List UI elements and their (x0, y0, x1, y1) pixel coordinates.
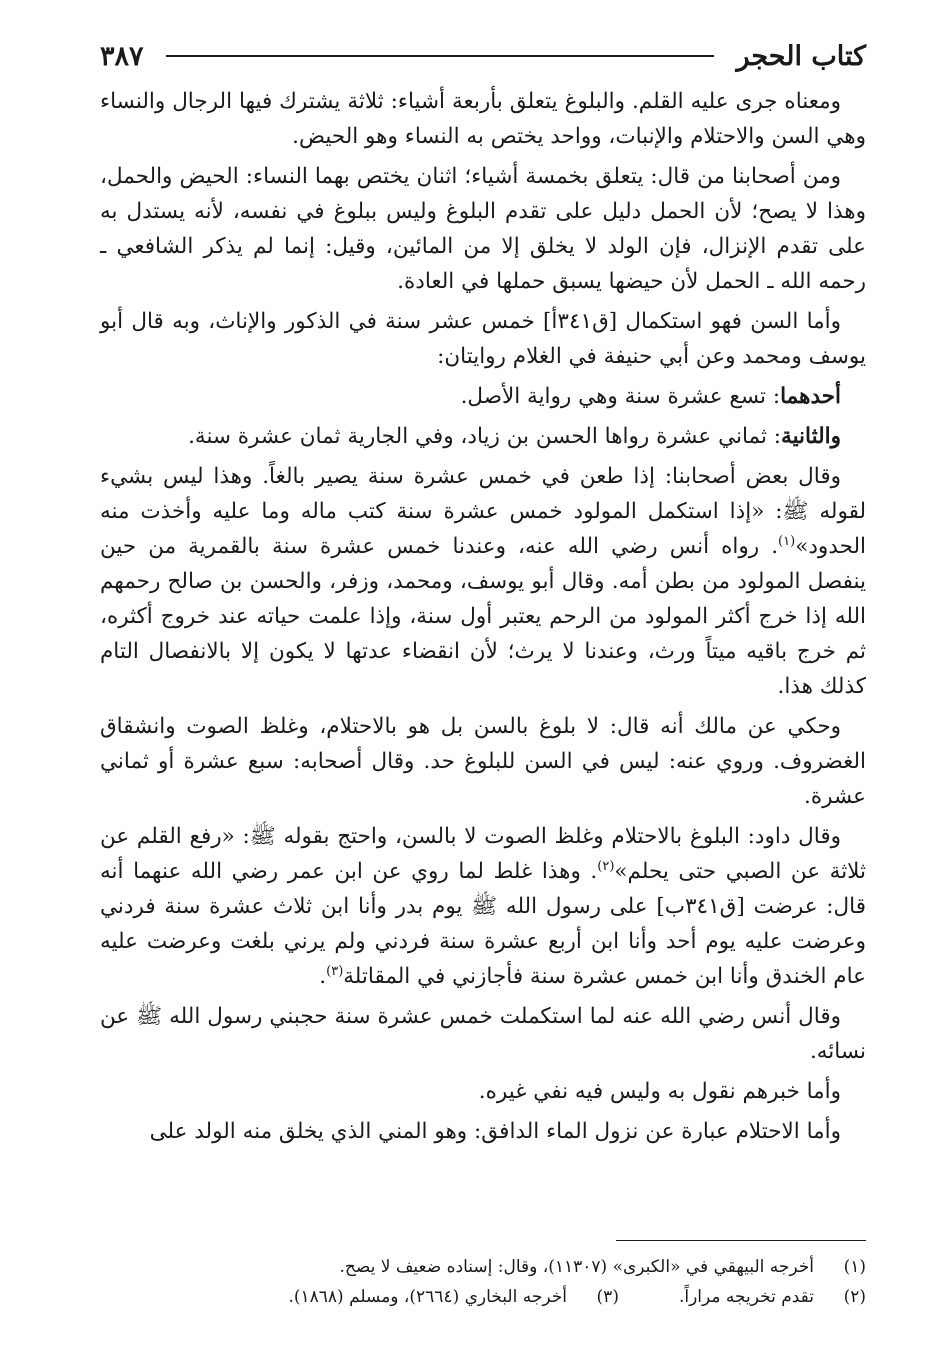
chapter-title: كتاب الحجر (736, 40, 866, 72)
paragraph-age: وأما السن فهو استكمال [ق٣٤١أ] خمس عشر سنة في الذكور والإناث، وبه قال أبو يوسف ومحمد وعن أبي حنيفة في الغلام روايتان: (100, 309, 866, 369)
paragraph-dawud-end: . (319, 964, 327, 989)
footnote-separator (616, 1240, 866, 1241)
narration-second (100, 419, 866, 454)
narration-first (100, 379, 866, 414)
footnote-ref-3[interactable]: (٣) (326, 963, 344, 979)
narration-first-label: أحدهما (780, 384, 841, 409)
paragraph-five-signs: ومن أصحابنا من قال: يتعلق بخمسة أشياء؛ اثنان يختص بهما النساء: الحيض والحمل، وهذا لا يصح؛ لأن الحمل دليل على تقدم البلوغ وليس ببلوغ في نفسه، لأنه يستدل به على تقدم الإنزال، فإن الولد لا يخلق إلا من المائين، وقيل: إنما لم يذكر الشافعي ـ رحمه الله ـ الحمل لأن حيضها يسبق حملها في العادة. (100, 164, 866, 294)
footnote-ref-2[interactable]: (٢) (597, 858, 615, 874)
paragraph-their-report: وأما خبرهم نقول به وليس فيه نفي غيره. (478, 1079, 841, 1104)
paragraph-dawud-start: وقال داود: البلوغ بالاحتلام وغلظ الصوت لا بالسن، واحتج بقوله ﷺ: «رفع القلم عن ثلاثة عن الصبي حتى يحلم» (100, 824, 866, 884)
footnote-1-marker: (١) (843, 1257, 866, 1277)
header-rule (166, 55, 715, 57)
page-header (100, 34, 866, 78)
narration-second-text: : ثماني عشرة رواها الحسن بن زياد، وفي الجارية ثمان عشرة سنة. (188, 424, 782, 449)
paragraph-some-companions (100, 459, 866, 704)
footnote-1-text: أخرجه البيهقي في «الكبرى» (١١٣٠٧)، وقال: إسناده ضعيف لا يصح. (339, 1257, 814, 1277)
footnote-3-text: أخرجه البخاري (٢٦٦٤)، ومسلم (١٨٦٨). (288, 1287, 567, 1307)
footnote-2-text: تقدم تخريجه مراراً. (678, 1287, 814, 1307)
footnote-ref-1[interactable]: (١) (778, 533, 796, 549)
paragraph-dawud-middle: . وهذا غلط لما روي عن ابن عمر رضي الله عنهما أنه قال: عرضت [ق٣٤١ب] على رسول الله ﷺ يوم بدر وأنا ابن ثلاث عشرة سنة فردني وعرضت عليه يوم أحد وأنا ابن أربع عشرة سنة فردني ولم يرني بلغت وعرضت عليه عام الخندق وأنا ابن خمس عشرة سنة فأجازني في المقاتلة (100, 859, 866, 989)
footnote-1 (100, 1252, 866, 1282)
footnote-2-marker: (٢) (843, 1287, 866, 1307)
paragraph-dawud (100, 819, 866, 994)
footnote-gap (619, 1282, 679, 1312)
paragraph-meaning: ومعناه جرى عليه القلم. والبلوغ يتعلق بأربعة أشياء: ثلاثة يشترك فيها الرجال والنساء وهي السن والاحتلام والإنبات، وواحد يختص به النساء وهو الحيض. (100, 89, 866, 149)
paragraph-some-companions-start: وقال بعض أصحابنا: إذا طعن في خمس عشرة سنة يصير بالغاً. وهذا ليس بشيء لقوله ﷺ: «إذا استكمل المولود خمس عشرة سنة كتب ماله وما عليه وأخذت منه الحدود» (100, 464, 866, 559)
paragraph-malik: وحكي عن مالك أنه قال: لا بلوغ بالسن بل هو بالاحتلام، وغلظ الصوت وانشقاق الغضروف. وروي عنه: ليس في السن للبلوغ حد. وقال أصحابه: سبع عشرة أو ثماني عشرة. (100, 714, 866, 809)
main-text (100, 84, 866, 1154)
paragraph-ihtilam: وأما الاحتلام عبارة عن نزول الماء الدافق: وهو المني الذي يخلق منه الولد على (149, 1119, 841, 1144)
page-number: ٣٨٧ (100, 40, 144, 72)
footnotes (100, 1252, 866, 1312)
narration-second-label: والثانية (781, 424, 841, 449)
paragraph-anas: وقال أنس رضي الله عنه لما استكملت خمس عشرة سنة حجبني رسول الله ﷺ عن نسائه. (100, 1004, 866, 1064)
paragraph-some-companions-end: . رواه أنس رضي الله عنه، وعندنا خمس عشرة سنة بالقمرية من حين ينفصل المولود من بطن أمه. وقال أبو يوسف، ومحمد، وزفر، والحسن بن صالح رحمهم الله إذا خرج أكثر المولود من الرحم يعتبر أول سنة، وإذا علمت حياته عند خروج أكثره، ثم خرج باقيه ميتاً ورث، وعندنا لا يرث؛ لأن انقضاء عدتها لا يكون إلا بالانفصال التام كذلك هذا. (100, 534, 866, 699)
narration-first-text: : تسع عشرة سنة وهي رواية الأصل. (460, 384, 781, 409)
footnote-3-marker: (٣) (596, 1287, 619, 1307)
footnote-2-3-line (100, 1282, 866, 1312)
